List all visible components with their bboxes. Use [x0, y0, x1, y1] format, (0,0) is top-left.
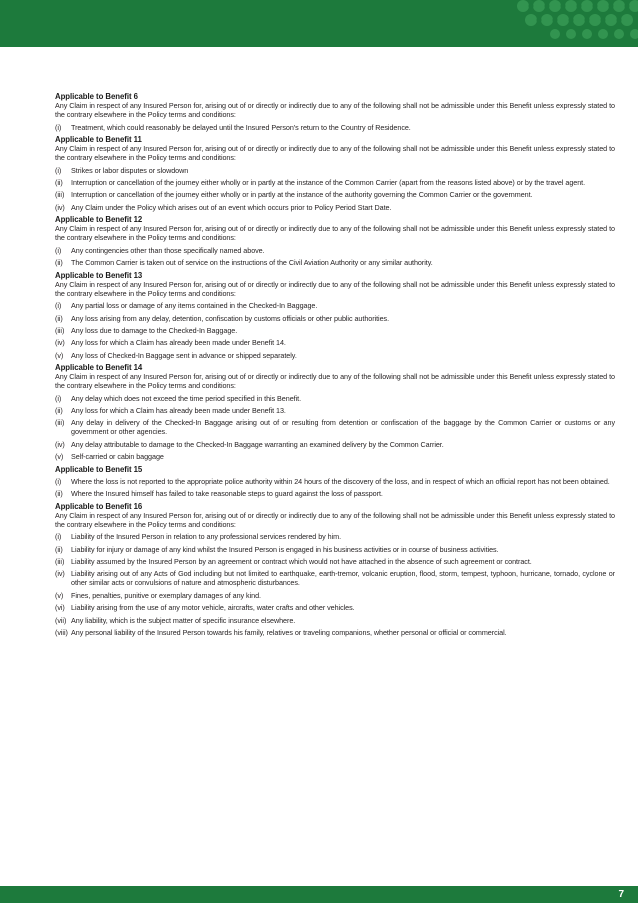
exclusion-item — [55, 314, 615, 323]
item-marker: (v) — [55, 590, 64, 600]
item-marker: (i) — [55, 476, 62, 486]
item-text: Interruption or cancellation of the journey either wholly or in partly at the instance of the authority governing the Common Carrier or the government. — [71, 190, 533, 200]
item-marker: (ii) — [55, 313, 63, 323]
section-intro: Any Claim in respect of any Insured Person for, arising out of or directly or indirectly due to any of the following shall not be admissible under this Benefit unless expressly stated to the contrary elsewhere in the Policy terms and conditions: — [55, 224, 615, 243]
exclusion-item — [55, 406, 615, 415]
section-heading: Applicable to Benefit 12 — [55, 215, 143, 225]
section-intro: Any Claim in respect of any Insured Person for, arising out of or directly or indirectly due to any of the following shall not be admissible under this Benefit unless expressly stated to the contrary elsewhere in the Policy terms and conditions: — [55, 372, 615, 391]
exclusion-item — [55, 616, 615, 625]
item-text: Treatment, which could reasonably be delayed until the Insured Person's return to the Country of Residence. — [71, 122, 411, 132]
item-text: Strikes or labor disputes or slowdown — [71, 165, 189, 175]
item-text: Any personal liability of the Insured Person towards his family, relatives or traveling companions, whether personal or official or commercial. — [71, 627, 507, 637]
item-text: Any loss of Checked-In Baggage sent in advance or shipped separately. — [71, 350, 297, 360]
item-marker: (iv) — [55, 338, 65, 348]
item-text: Liability arising out of any Acts of God including but not limited to earthquake, earth-tremor, volcanic eruption, flood, storm, tempest, typhoon, hurricane, tornado, cyclone or other similar acts or convulsions of nature and atmospheric disturbances. — [71, 569, 615, 588]
item-marker: (v) — [55, 350, 64, 360]
item-text: Fines, penalties, punitive or exemplary damages of any kind. — [71, 590, 261, 600]
exclusion-item — [55, 203, 615, 212]
item-marker: (v) — [55, 452, 64, 462]
item-marker: (viii) — [55, 627, 68, 637]
exclusion-item — [55, 477, 615, 486]
section-heading: Applicable to Benefit 11 — [55, 134, 142, 144]
section-intro: Any Claim in respect of any Insured Person for, arising out of or directly or indirectly due to any of the following shall not be admissible under this Benefit unless expressly stated to the contrary elsewhere in the Policy terms and conditions: — [55, 279, 615, 298]
item-marker: (vi) — [55, 603, 65, 613]
section-heading: Applicable to Benefit 15 — [55, 464, 143, 474]
section-heading: Applicable to Benefit 13 — [55, 270, 143, 280]
item-marker: (iii) — [55, 556, 65, 566]
item-text: Liability assumed by the Insured Person by an agreement or contract which would not have attached in the absence of such agreement or contract. — [71, 556, 532, 566]
item-marker: (iv) — [55, 569, 65, 579]
item-marker: (ii) — [55, 406, 63, 416]
item-text: Any liability, which is the subject matter of specific insurance elsewhere. — [71, 615, 296, 625]
item-marker: (iii) — [55, 418, 65, 428]
item-text: Any loss arising from any delay, detention, confiscation by customs officials or other public authorities. — [71, 313, 390, 323]
exclusion-item — [55, 246, 615, 255]
exclusion-item — [55, 338, 615, 347]
exclusions-content — [55, 92, 615, 640]
exclusion-section — [55, 92, 615, 132]
exclusion-item — [55, 628, 615, 637]
item-text: Liability arising from the use of any motor vehicle, aircrafts, water crafts and other vehicles. — [71, 603, 355, 613]
exclusion-section — [55, 135, 615, 212]
exclusion-item — [55, 591, 615, 600]
item-text: Any delay attributable to damage to the Checked-In Baggage warranting an examined delivery by the Common Carrier. — [71, 439, 444, 449]
exclusion-section — [55, 215, 615, 267]
exclusion-item — [55, 190, 615, 199]
item-marker: (iv) — [55, 439, 65, 449]
item-marker: (i) — [55, 165, 62, 175]
exclusion-item — [55, 326, 615, 335]
item-text: Where the Insured himself has failed to take reasonable steps to guard against the loss of passport. — [71, 489, 383, 499]
page-number: 7 — [618, 889, 624, 900]
item-text: Any Claim under the Policy which arises out of an event which occurs prior to Policy Period Start Date. — [71, 202, 392, 212]
exclusion-section — [55, 363, 615, 461]
item-marker: (iii) — [55, 325, 65, 335]
item-marker: (i) — [55, 245, 62, 255]
exclusion-item — [55, 452, 615, 461]
item-text: Interruption or cancellation of the journey either wholly or in partly at the instance of the Common Carrier (apart from the reasons listed above) or by the travel agent. — [71, 177, 586, 187]
item-text: Any loss for which a Claim has already been made under Benefit 13. — [71, 406, 286, 416]
section-heading: Applicable to Benefit 14 — [55, 363, 143, 373]
item-text: Self-carried or cabin baggage — [71, 452, 164, 462]
exclusion-item — [55, 603, 615, 612]
header-band — [0, 0, 638, 47]
item-marker: (iv) — [55, 202, 65, 212]
item-text: Any contingencies other than those specifically named above. — [71, 245, 265, 255]
item-marker: (i) — [55, 393, 62, 403]
exclusion-item — [55, 166, 615, 175]
item-marker: (ii) — [55, 177, 63, 187]
item-text: Any partial loss or damage of any items contained in the Checked-In Baggage. — [71, 301, 318, 311]
item-marker: (ii) — [55, 489, 63, 499]
exclusion-item — [55, 440, 615, 449]
item-text: Any loss due to damage to the Checked-In Baggage. — [71, 325, 238, 335]
exclusion-item — [55, 351, 615, 360]
exclusion-item — [55, 301, 615, 310]
exclusion-item — [55, 123, 615, 132]
footer-band — [0, 886, 638, 903]
section-heading: Applicable to Benefit 6 — [55, 92, 138, 101]
item-text: The Common Carrier is taken out of service on the instructions of the Civil Aviation Authority or any similar authority. — [71, 258, 433, 268]
exclusion-item — [55, 545, 615, 554]
exclusion-item — [55, 532, 615, 541]
exclusion-item — [55, 178, 615, 187]
item-marker: (vii) — [55, 615, 67, 625]
item-text: Any delay which does not exceed the time period specified in this Benefit. — [71, 393, 302, 403]
exclusion-item — [55, 569, 615, 587]
item-marker: (i) — [55, 301, 62, 311]
logo-pattern-icon — [513, 0, 638, 47]
section-intro: Any Claim in respect of any Insured Person for, arising out of or directly or indirectly due to any of the following shall not be admissible under this Benefit unless expressly stated to the contrary elsewhere in the Policy terms and conditions: — [55, 510, 615, 529]
item-text: Any delay in delivery of the Checked-In Baggage arising out of or resulting from detention or confiscation of the baggage by the Common Carrier or customs or any government or other agencies. — [71, 418, 615, 437]
section-intro: Any Claim in respect of any Insured Person for, arising out of or directly or indirectly due to any of the following shall not be admissible under this Benefit unless expressly stated to the contrary elsewhere in the Policy terms and conditions: — [55, 101, 615, 120]
item-marker: (i) — [55, 532, 62, 542]
exclusion-item — [55, 258, 615, 267]
exclusion-item — [55, 557, 615, 566]
exclusion-item — [55, 489, 615, 498]
item-marker: (ii) — [55, 544, 63, 554]
exclusion-section — [55, 502, 615, 637]
item-text: Liability for injury or damage of any kind whilst the Insured Person is engaged in his business activities or in course of business activities. — [71, 544, 499, 554]
item-marker: (i) — [55, 122, 62, 132]
item-text: Liability of the Insured Person in relation to any professional services rendered by him. — [71, 532, 342, 542]
item-marker: (iii) — [55, 190, 65, 200]
exclusion-section — [55, 271, 615, 360]
item-text: Any loss for which a Claim has already been made under Benefit 14. — [71, 338, 286, 348]
exclusion-item — [55, 394, 615, 403]
item-marker: (ii) — [55, 258, 63, 268]
section-intro: Any Claim in respect of any Insured Person for, arising out of or directly or indirectly due to any of the following shall not be admissible under this Benefit unless expressly stated to the contrary elsewhere in the Policy terms and conditions: — [55, 144, 615, 163]
section-heading: Applicable to Benefit 16 — [55, 501, 143, 511]
exclusion-section — [55, 465, 615, 499]
exclusion-item — [55, 418, 615, 436]
item-text: Where the loss is not reported to the appropriate police authority within 24 hours of the discovery of the loss, and in respect of which an official report has not been obtained. — [71, 476, 610, 486]
